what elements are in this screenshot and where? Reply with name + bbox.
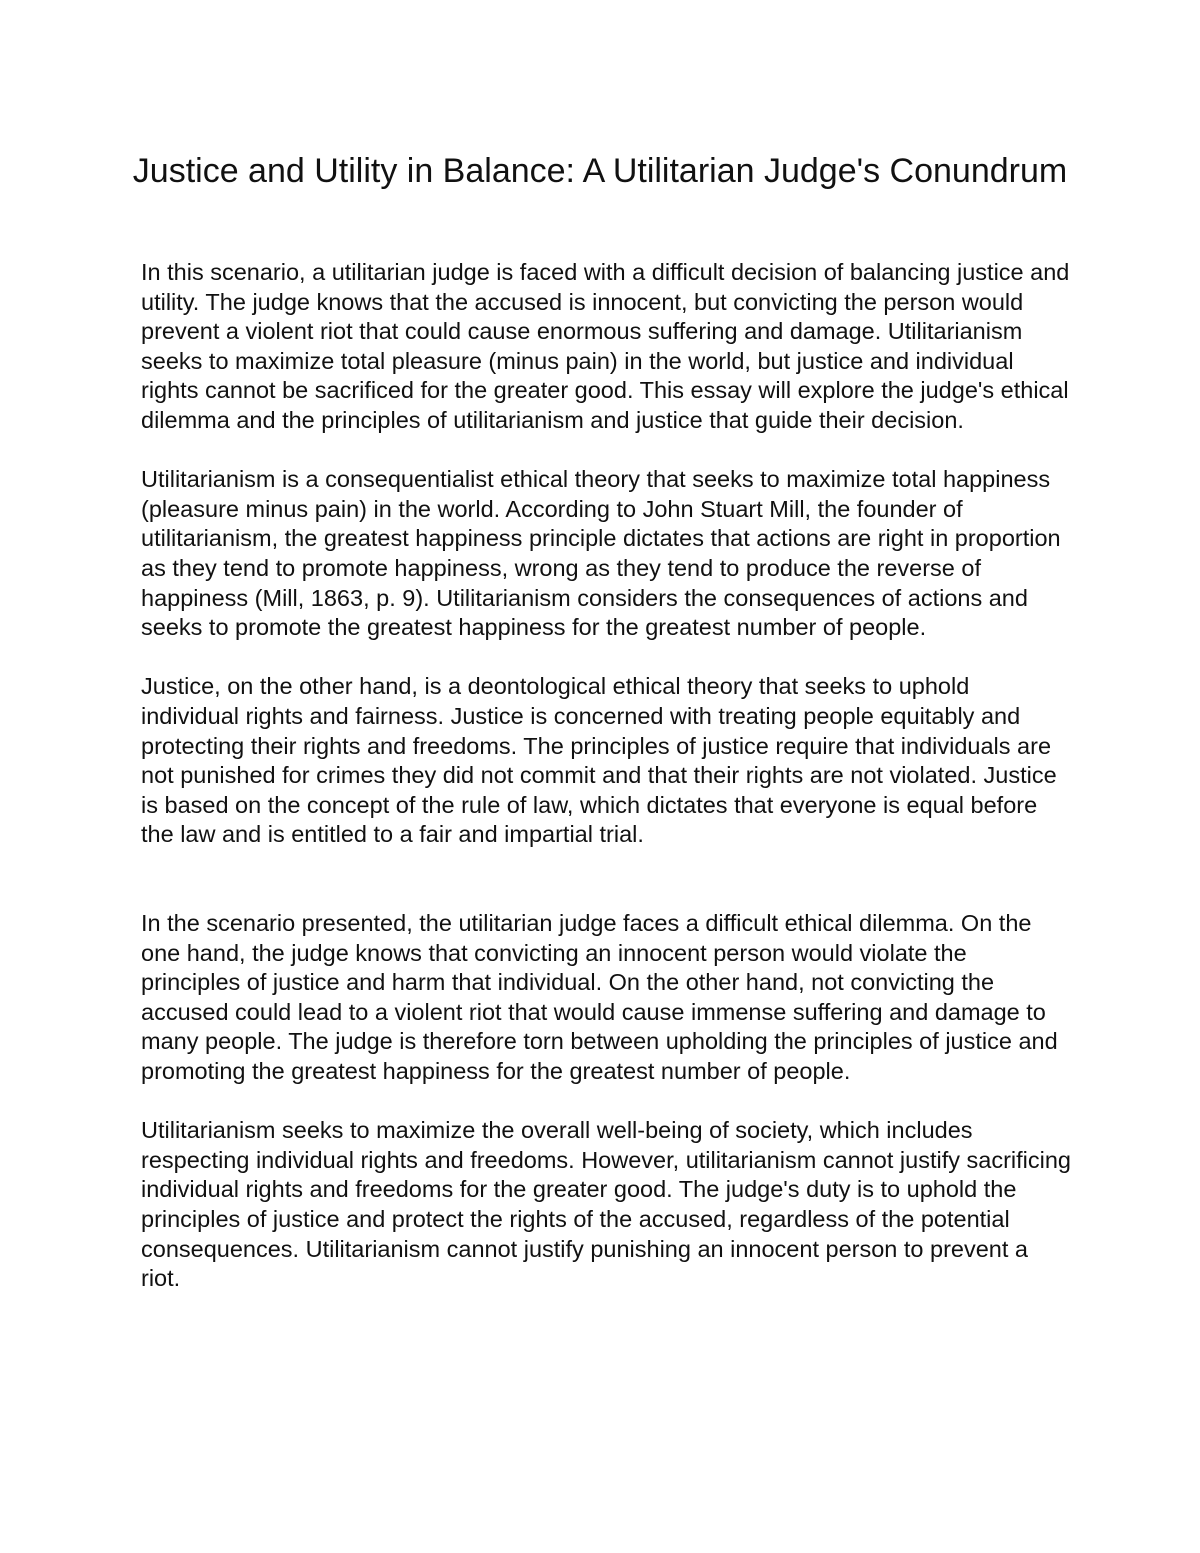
paragraph-conclusion: Utilitarianism seeks to maximize the overall well-being of society, which includes respecting individual rights and freedoms. However, utilitarianism cannot justify sacrificing individual rights and freedoms for the greater good. The judge's duty is to uphold the principles of justice and protect the rights of the accused, regardless of the potential consequences. Utilitarianism cannot justify punishing an innocent person to prevent a riot. <box>141 1117 1071 1292</box>
paragraph-utilitarianism: Utilitarianism is a consequentialist ethical theory that seeks to maximize total happiness (pleasure minus pain) in the world. According to John Stuart Mill, the founder of utilitarianism, the greatest happiness principle dictates that actions are right in proportion as they tend to promote happiness, wrong as they tend to produce the reverse of happiness (Mill, 1863, p. 9). Utilitarianism considers the consequences of actions and seeks to promote the greatest happiness for the greatest number of people. <box>141 466 1061 641</box>
paragraph-dilemma: In the scenario presented, the utilitarian judge faces a difficult ethical dilemma. On the one hand, the judge knows that convicting an innocent person would violate the principles of justice and harm that individual. On the other hand, not convicting the accused could lead to a violent riot that would cause immense suffering and damage to many people. The judge is therefore torn between upholding the principles of justice and promoting the greatest happiness for the greatest number of people. <box>141 910 1058 1085</box>
document-title: Justice and Utility in Balance: A Utilitarian Judge's Conundrum <box>132 152 1068 190</box>
paragraph-justice: Justice, on the other hand, is a deontological ethical theory that seeks to uphold individual rights and fairness. Justice is concerned with treating people equitably and protecting their rights and freedoms. The principles of justice require that individuals are not punished for crimes they did not commit and that their rights are not violated. Justice is based on the concept of the rule of law, which dictates that everyone is equal before the law and is entitled to a fair and impartial trial. <box>141 673 1057 848</box>
paragraph-introduction: In this scenario, a utilitarian judge is faced with a difficult decision of balancing justice and utility. The judge knows that the accused is innocent, but convicting the person would prevent a violent riot that could cause enormous suffering and damage. Utilitarianism seeks to maximize total pleasure (minus pain) in the world, but justice and individual rights cannot be sacrificed for the greater good. This essay will explore the judge's ethical dilemma and the principles of utilitarianism and justice that guide their decision. <box>141 259 1070 433</box>
document-body <box>141 258 1071 1294</box>
